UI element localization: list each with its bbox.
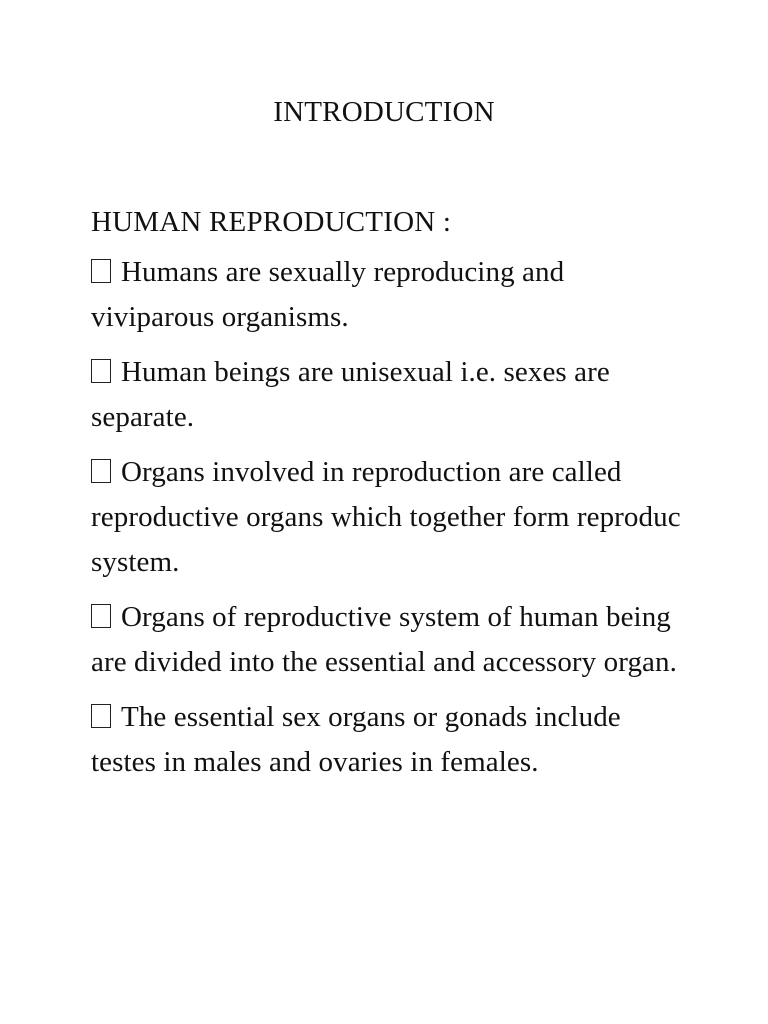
missing-glyph-icon xyxy=(91,604,111,628)
list-item-text: The essential sex organs or gonads include testes in males and ovaries in females. xyxy=(91,701,621,778)
missing-glyph-icon xyxy=(91,459,111,483)
list-item xyxy=(91,695,691,785)
list-item xyxy=(91,250,691,340)
list-item-text: Organs involved in reproduction are called reproductive organs which together form reproduc system. xyxy=(91,456,681,578)
list-item-text: Organs of reproductive system of human being are divided into the essential and accessory organ. xyxy=(91,601,677,678)
list-item xyxy=(91,450,691,585)
list-item-text: Humans are sexually reproducing and viviparous organisms. xyxy=(91,256,565,333)
missing-glyph-icon xyxy=(91,704,111,728)
document-body xyxy=(91,204,691,795)
section-heading: HUMAN REPRODUCTION : xyxy=(91,206,452,238)
missing-glyph-icon xyxy=(91,259,111,283)
list-item xyxy=(91,595,691,685)
list-item-text: Human beings are unisexual i.e. sexes are separate. xyxy=(91,356,610,433)
bullet-list xyxy=(91,250,691,785)
missing-glyph-icon xyxy=(91,359,111,383)
page-title: INTRODUCTION xyxy=(273,96,495,128)
list-item xyxy=(91,350,691,440)
